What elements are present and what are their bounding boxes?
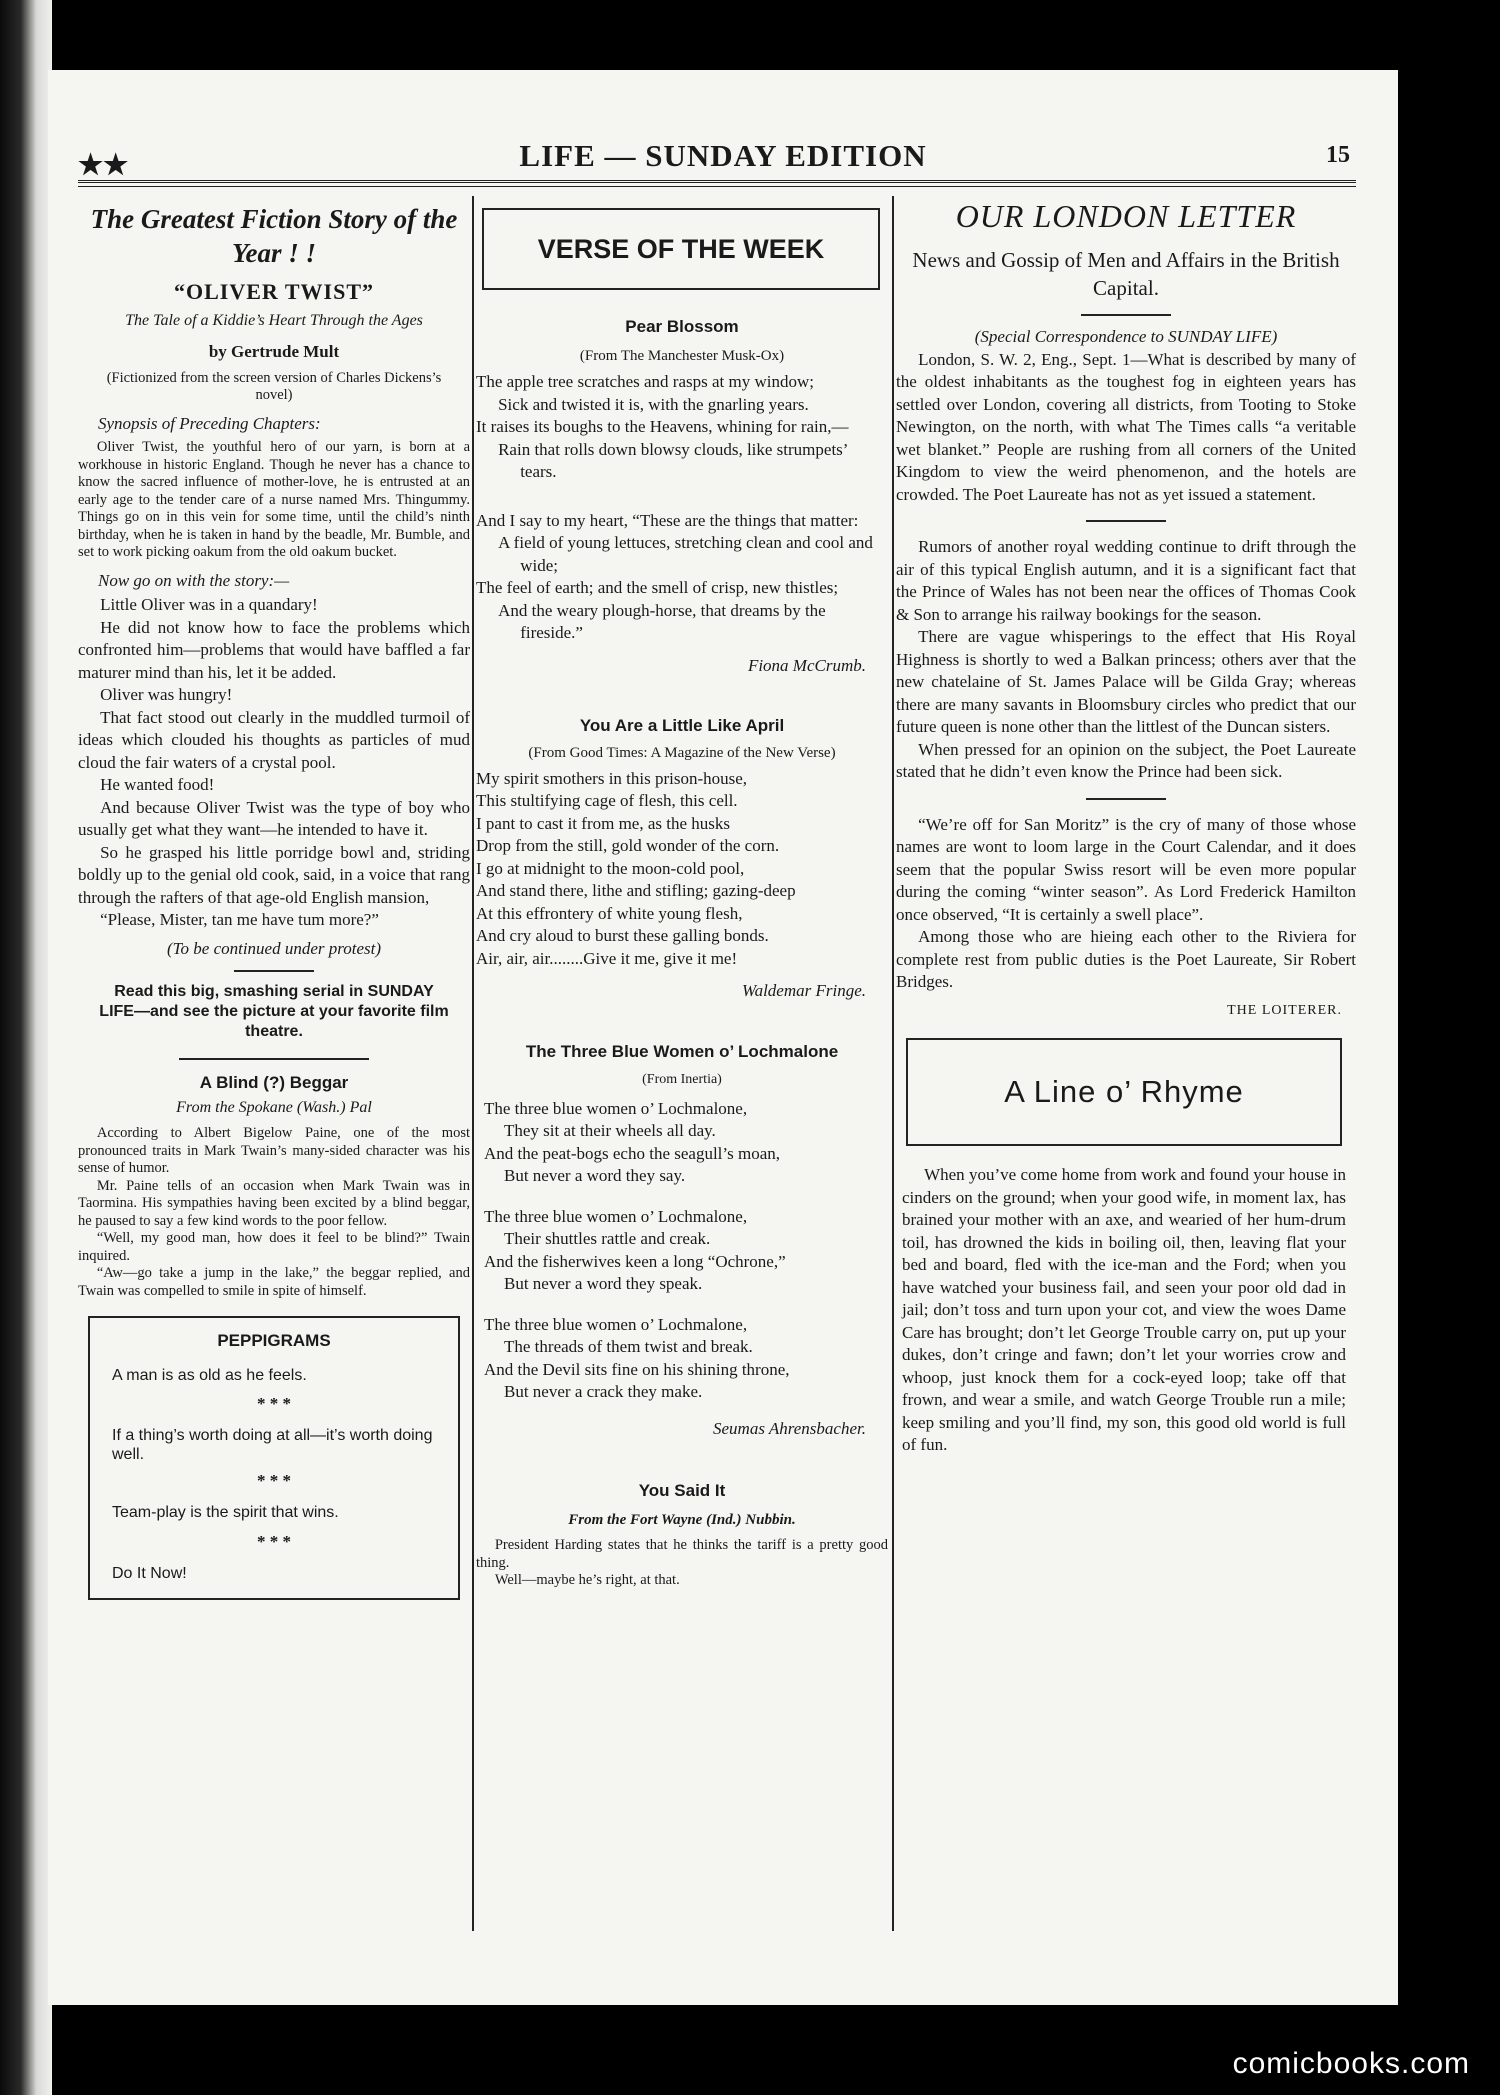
poem1-title: Pear Blossom <box>625 317 739 336</box>
london-signature: THE LOITERER. <box>1227 1002 1342 1018</box>
oliver-title: “OLIVER TWIST” <box>173 279 375 304</box>
london-paragraph: There are vague whisperings to the effect that His Royal Highness is shortly to wed a Balkan princess; others aver that the new chatelaine of St. James Palace will be Gilda Gray; whereas there are many savants in Bloomsbury circles who predict that our future queen is none other than the littlest of the Duncan sisters. <box>896 627 1356 736</box>
poem3-body <box>476 1098 888 1404</box>
stanza-break <box>484 1188 888 1206</box>
poem3-title: The Three Blue Women o’ Lochmalone <box>525 1041 839 1061</box>
divider <box>234 970 314 972</box>
poem-line: My spirit smothers in this prison-house, <box>476 768 748 788</box>
stars-separator: * * * <box>257 1394 291 1413</box>
poem-line: Rain that rolls down blowsy clouds, like strumpets’ tears. <box>498 439 848 481</box>
poem-line: Their shuttles rattle and creak. <box>504 1229 711 1248</box>
beggar-paragraph: “Aw—go take a jump in the lake,” the beggar replied, and Twain was compelled to smile in spite of himself. <box>78 1265 470 1299</box>
peppigram: Do It Now! <box>112 1565 187 1582</box>
story-paragraph: And because Oliver Twist was the type of boy who usually get what they want—he intended to have it. <box>78 797 470 839</box>
divider <box>1081 314 1171 316</box>
poem-line: The feel of earth; and the smell of crisp, new thistles; <box>476 578 839 597</box>
london-paragraph: Rumors of another royal wedding continue to drift through the air of this typical English autumn, and it is a significant fact that the Prince of Wales has not been near the offices of Thomas Cook & Son to arrange his railway bookings for the season. <box>896 537 1356 624</box>
story-paragraph: That fact stood out clearly in the muddled turmoil of ideas which clouded his thoughts as particles of mud cloud the fair waters of a crystal pool. <box>78 707 470 772</box>
you-said-it-title: You Said It <box>638 1481 726 1500</box>
page-header-title: LIFE — SUNDAY EDITION <box>519 138 927 173</box>
poem2-author: Waldemar Fringe. <box>741 981 866 1000</box>
poem-line: Sick and twisted it is, with the gnarling years. <box>498 394 809 414</box>
story-body <box>78 594 470 932</box>
story-paragraph: Oliver was hungry! <box>100 685 233 704</box>
stanza-break <box>476 484 882 510</box>
poem2-body <box>476 768 888 971</box>
poem-line: The threads of them twist and break. <box>504 1337 753 1356</box>
peppigrams-title: PEPPIGRAMS <box>217 1331 331 1350</box>
line-o-rhyme-text: When you’ve come home from work and found your house in cinders on the ground; when your good wife, in moment lax, has brained your mother with an axe, and wearied of her hum-drum toil, has drowned the kids in boiling oil, then, leaving flat your bed and board, fled with the ice-man and the Ford; when you have watched your business fail, and seen your poor old dad in jail; don’t toss and turn upon your cot, and view the woes Dame Care has brought; don’t let George Trouble carry on, put up your dukes, don’t cringe and fawn; don’t let your worries crow and whoop, just knock them for a cock-eyed loop; take off that frown, and wear a smile, and watch George Trouble run a mile; keep smiling and you’ll find, my son, this good old world is full of fun. <box>902 1165 1346 1454</box>
peppigram: If a thing’s worth doing at all—it’s worth doing well. <box>112 1426 433 1463</box>
story-paragraph: He wanted food! <box>100 775 215 794</box>
beggar-body <box>78 1125 470 1300</box>
poem3-source: (From Inertia) <box>642 1072 722 1087</box>
divider <box>1086 520 1166 522</box>
divider <box>1086 798 1166 800</box>
poem-line: The three blue women o’ Lochmalone, <box>484 1098 748 1118</box>
poem-line: It raises its boughs to the Heavens, whining for rain,— <box>476 417 849 436</box>
scan-margin <box>0 0 52 2095</box>
peppigram: Team-play is the spirit that wins. <box>112 1504 339 1521</box>
poem3-author: Seumas Ahrensbacher. <box>713 1418 866 1438</box>
london-paragraph: London, S. W. 2, Eng., Sept. 1—What is described by many of the oldest inhabitants as the toughest fog in eighteen years has settled over London, covering all districts, from Tooting to Stoke Newington, on the north, with what The Times calls “a veritable wet blanket.” People are rushing from all corners of the United Kingdom to view the weird phenomenon, and the hotels are crowded. The Poet Laureate has not as yet issued a statement. <box>896 349 1356 504</box>
page-number: 15 <box>1326 142 1350 168</box>
continued-note: (To be continued under protest) <box>166 938 382 958</box>
stars-separator: * * * <box>257 1531 291 1551</box>
poem-line: And the weary plough-horse, that dreams by the fireside.” <box>498 600 826 642</box>
divider <box>179 1058 369 1060</box>
london-paragraph: Among those who are hieing each other to the Riviera for complete rest from public duties is the Poet Laureate, Sir Robert Bridges. <box>896 927 1356 991</box>
serial-promo: Read this big, smashing serial in SUNDAY LIFE—and see the picture at your favorite film theatre. <box>99 983 449 1040</box>
you-said-it-paragraph: President Harding states that he thinks the tariff is a pretty good thing. <box>476 1537 888 1571</box>
header-ornament: ★★ <box>78 150 129 181</box>
poem-line: The three blue women o’ Lochmalone, <box>484 1206 748 1226</box>
stars-separator: * * * <box>257 1470 291 1490</box>
poem1-author: Fiona McCrumb. <box>747 655 866 675</box>
verse-of-the-week-box <box>482 208 880 290</box>
verse-of-the-week-title: VERSE OF THE WEEK <box>537 233 825 264</box>
london-letter-subtitle: News and Gossip of Men and Affairs in the British Capital. <box>912 248 1340 300</box>
peppigrams-box <box>88 1316 460 1600</box>
page <box>48 70 1398 2005</box>
oliver-note: (Fictionized from the screen version of Charles Dickens’s novel) <box>106 369 442 403</box>
london-paragraph: When pressed for an opinion on the subject, the Poet Laureate stated that he didn’t even know the Prince had been sick. <box>896 739 1356 781</box>
poem-line: The three blue women o’ Lochmalone, <box>484 1314 748 1334</box>
poem-line: But never a word they speak. <box>504 1274 703 1293</box>
poem-line: At this effrontery of white young flesh, <box>476 903 743 923</box>
london-letter-title: OUR LONDON LETTER <box>955 198 1297 234</box>
synopsis-heading: Synopsis of Preceding Chapters: <box>98 413 321 433</box>
column-1 <box>78 196 470 1600</box>
header-rule <box>78 180 1356 187</box>
correspondence-note: (Special Correspondence to SUNDAY LIFE) <box>974 327 1278 346</box>
poem2-source: (From Good Times: A Magazine of the New Verse) <box>528 744 836 761</box>
synopsis-text: Oliver Twist, the youthful hero of our yarn, is born at a workhouse in historic England. Though he never has a chance to know the sacred influence of mother-love, he is entrusted at an early age to the tender care of a nurse named Mrs. Thingummy. Things go on in this vein for some time, until the child’s ninth birthday, when he is taken in hand by the beadle, Mr. Bumble, and set to work picking oakum from the old oakum bucket. <box>78 439 470 560</box>
oliver-subtitle: The Tale of a Kiddie’s Heart Through the Ages <box>125 312 423 329</box>
poem1-body <box>476 371 888 645</box>
line-o-rhyme-title: A Line o’ Rhyme <box>1004 1073 1244 1109</box>
poem-line: And stand there, lithe and stifling; gazing-deep <box>476 881 796 900</box>
poem1-source: (From The Manchester Musk-Ox) <box>579 347 785 364</box>
poem-line: This stultifying cage of flesh, this cell. <box>476 791 738 810</box>
beggar-paragraph: Mr. Paine tells of an occasion when Mark Twain was in Taormina. His sympathies having been excited by a blind beggar, he paused to say a few kind words to the poor fellow. <box>78 1177 470 1229</box>
beggar-title: A Blind (?) Beggar <box>199 1073 349 1092</box>
story-paragraph: Little Oliver was in a quandary! <box>100 595 318 614</box>
story-paragraph: He did not know how to face the problems which confronted him—problems that would have baffled a far maturer mind than his, let it be added. <box>78 617 470 682</box>
oliver-byline: by Gertrude Mult <box>208 342 340 361</box>
column-divider-1 <box>472 196 474 1931</box>
stanza-break <box>484 1296 888 1314</box>
poem-line: But never a word they say. <box>504 1166 686 1185</box>
you-said-it-source: From the Fort Wayne (Ind.) Nubbin. <box>568 1511 796 1528</box>
beggar-paragraph: “Well, my good man, how does it feel to be blind?” Twain inquired. <box>78 1230 470 1264</box>
story-paragraph: “Please, Mister, tan me have tum more?” <box>100 910 379 929</box>
poem-line: And cry aloud to burst these galling bonds. <box>476 926 769 945</box>
story-heading: Now go on with the story:— <box>98 570 290 590</box>
you-said-it-paragraph: Well—maybe he’s right, at that. <box>494 1572 680 1588</box>
poem2-title: You Are a Little Like April <box>579 716 785 735</box>
poem-line: I go at midnight to the moon-cold pool, <box>476 858 745 878</box>
poem-line: I pant to cast it from me, as the husks <box>476 813 731 833</box>
beggar-paragraph: According to Albert Bigelow Paine, one of the most pronounced traits in Mark Twain’s many-sided character was his sense of humor. <box>78 1125 470 1176</box>
poem-line: And the fisherwives keen a long “Ochrone,” <box>484 1251 786 1271</box>
you-said-it-body <box>476 1537 888 1590</box>
poem-line: Air, air, air........Give it me, give it me! <box>476 948 738 968</box>
poem-line: Drop from the still, gold wonder of the corn. <box>476 836 780 855</box>
poem-line: And I say to my heart, “These are the things that matter: <box>476 510 859 530</box>
poem-line: But never a crack they make. <box>504 1382 703 1401</box>
line-o-rhyme-box <box>906 1038 1342 1146</box>
poem-line: And the peat-bogs echo the seagull’s moan, <box>484 1143 781 1163</box>
poem-line: The apple tree scratches and rasps at my window; <box>476 372 814 391</box>
poem-line: And the Devil sits fine on his shining throne, <box>484 1359 790 1379</box>
column-3 <box>896 196 1356 1457</box>
story-paragraph: So he grasped his little porridge bowl and, striding boldly up to the genial old cook, said, in a voice that rang through the rafters of that age-old English mansion, <box>78 842 470 907</box>
oliver-headline: The Greatest Fiction Story of the Year ! ! <box>90 204 458 268</box>
column-2 <box>476 196 888 1590</box>
beggar-source: From the Spokane (Wash.) Pal <box>176 1098 372 1116</box>
peppigram: A man is as old as he feels. <box>112 1366 307 1384</box>
poem-line: They sit at their wheels all day. <box>504 1121 716 1140</box>
column-divider-2 <box>892 196 894 1931</box>
london-paragraph: “We’re off for San Moritz” is the cry of many of those whose names are wont to loom large in the Court Calendar, and it does seem that the popular Swiss resort will be even more popular during the coming “winter season”. As Lord Frederick Hamilton once observed, “It is certainly a swell place”. <box>896 814 1356 924</box>
poem-line: A field of young lettuces, stretching clean and cool and wide; <box>498 533 873 575</box>
watermark: comicbooks.com <box>1232 2047 1470 2080</box>
